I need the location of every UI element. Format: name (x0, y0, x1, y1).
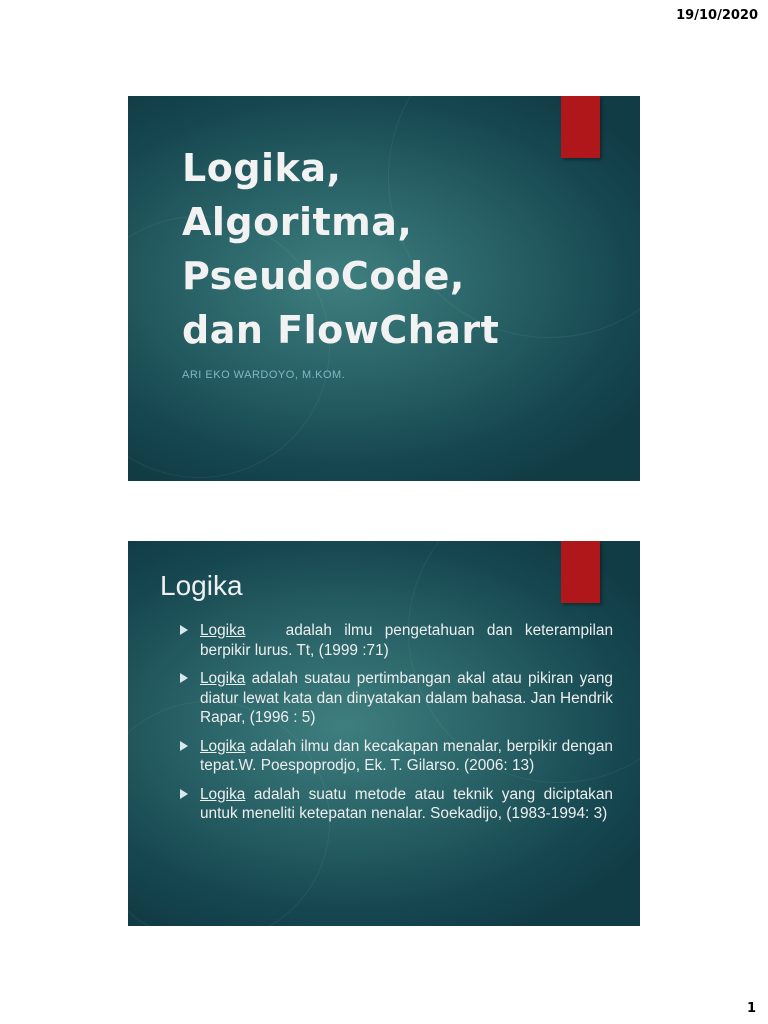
title-line: dan FlowChart (182, 308, 500, 352)
bullet-item (178, 785, 613, 824)
page-number: 1 (746, 1001, 756, 1016)
bullet-term: Logika (200, 622, 246, 639)
bullet-text: adalah suatu metode atau teknik yang diciptakan untuk meneliti ketepatan nenalar. Soekadijo, (1983-1994: 3) (200, 785, 613, 822)
triangle-right-icon (180, 789, 188, 799)
presentation-title (182, 141, 562, 357)
bullet-item (178, 737, 613, 776)
bullet-text: adalah suatau pertimbangan akal atau pikiran yang diatur lewat kata dan dinyatakan dalam bahasa. Jan Hendrik Rapar, (1996 : 5) (200, 670, 613, 726)
bullet-item (178, 621, 613, 660)
title-line: Logika, (182, 146, 342, 190)
page-date: 19/10/2020 (676, 8, 758, 23)
triangle-right-icon (180, 625, 188, 635)
accent-tab (561, 96, 600, 158)
title-line: Algoritma, (182, 200, 413, 244)
bullet-term: Logika (200, 785, 246, 803)
slide-heading: Logika (160, 570, 243, 601)
slide-logika (128, 541, 640, 926)
bullet-item (178, 669, 613, 728)
bullet-term: Logika (200, 670, 246, 687)
title-line: PseudoCode, (182, 254, 465, 298)
accent-tab (561, 541, 600, 603)
bullet-text: adalah ilmu pengetahuan dan keterampilan berpikir lurus. Tt, (1999 :71) (200, 622, 613, 659)
bullet-text: adalah ilmu dan kecakapan menalar, berpikir dengan tepat.W. Poespoprodjo, Ek. T. Gilarso. (2006: 13) (200, 737, 613, 774)
triangle-right-icon (180, 673, 188, 683)
triangle-right-icon (180, 741, 188, 751)
bullet-term: Logika (200, 737, 246, 755)
presentation-author: ARI EKO WARDOYO, M.KOM. (182, 369, 346, 381)
slide-title (128, 96, 640, 481)
bullet-list (178, 621, 613, 833)
